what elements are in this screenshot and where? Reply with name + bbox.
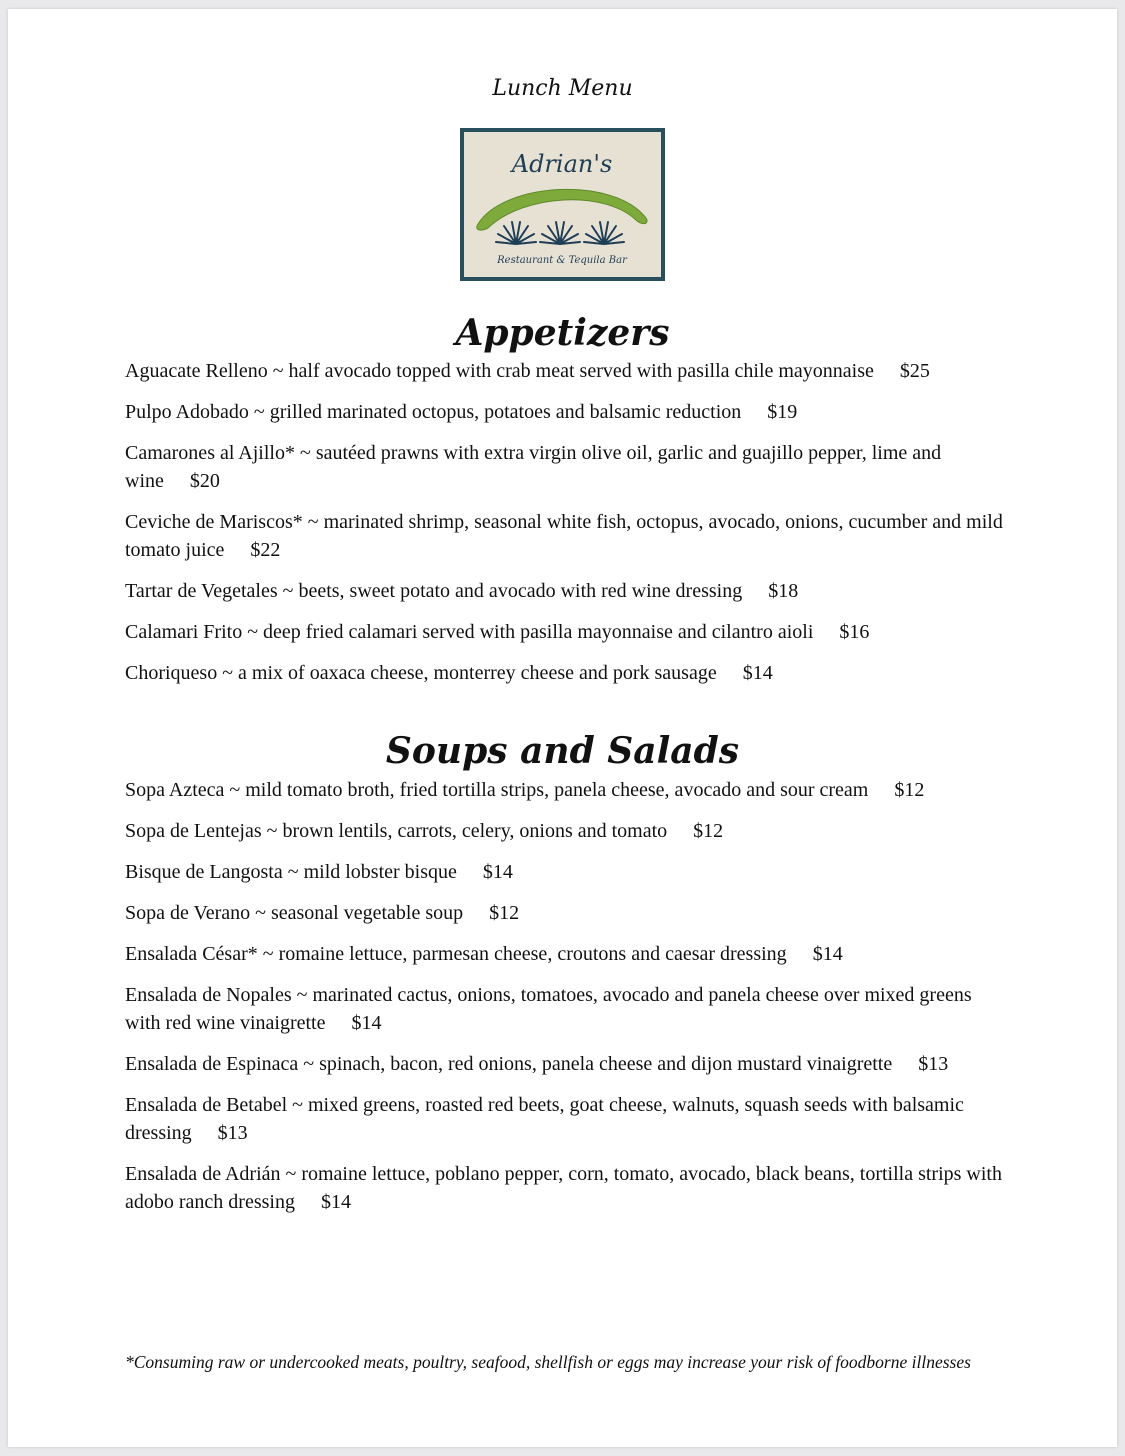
- menu-item-price: $14: [482, 861, 513, 883]
- menu-item-name: Choriqueso: [125, 662, 218, 684]
- menu-item-name: Tartar de Vegetales: [125, 580, 278, 602]
- menu-item-description: spinach, bacon, red onions, panela cheese and dijon mustard vinaigrette: [319, 1053, 893, 1075]
- menu-item-name: Bisque de Langosta: [125, 861, 283, 883]
- menu-item: [125, 1091, 1005, 1147]
- menu-item-separator: ~: [303, 1053, 315, 1075]
- menu-item-price: $14: [320, 1191, 351, 1213]
- disclaimer: *Consuming raw or undercooked meats, poultry, seafood, shellfish or eggs may increase your risk of foodborne illnesses: [125, 1352, 971, 1372]
- menu-item: [125, 1160, 1005, 1216]
- menu-item-description: grilled marinated octopus, potatoes and balsamic reduction: [269, 401, 742, 423]
- menu-item-separator: ~: [222, 662, 234, 684]
- section-heading-soups-salads: Soups and Salads: [385, 730, 740, 772]
- menu-item: [125, 508, 1005, 564]
- menu-item-name: Ceviche de Mariscos*: [125, 511, 303, 533]
- menu-item-description: mild tomato broth, fried tortilla strips, panela cheese, avocado and sour cream: [245, 779, 869, 801]
- menu-title: Lunch Menu: [492, 76, 633, 101]
- menu-item-description: romaine lettuce, parmesan cheese, croutons and caesar dressing: [278, 943, 787, 965]
- menu-item-price: $19: [767, 401, 798, 423]
- menu-item-separator: ~: [282, 580, 294, 602]
- menu-item-description: seasonal vegetable soup: [270, 902, 464, 924]
- menu-item-name: Ensalada de Espinaca: [125, 1053, 299, 1075]
- logo-tagline: Restaurant & Tequila Bar: [497, 255, 627, 266]
- menu-item-name: Ensalada de Adrián: [125, 1163, 281, 1185]
- menu-item-description: sautéed prawns with extra virgin olive oil, garlic and guajillo pepper, lime and wine: [125, 442, 942, 492]
- menu-item-description: mixed greens, roasted red beets, goat cheese, walnuts, squash seeds with balsamic dressing: [125, 1094, 964, 1144]
- menu-item-price: $14: [351, 1012, 382, 1034]
- menu-item-price: $13: [918, 1053, 949, 1075]
- menu-item-separator: ~: [307, 511, 319, 533]
- menu-item-description: marinated shrimp, seasonal white fish, octopus, avocado, onions, cucumber and mild tomato juice: [125, 511, 1003, 561]
- menu-item-name: Ensalada de Betabel: [125, 1094, 288, 1116]
- menu-item: [125, 776, 1005, 804]
- menu-item-separator: ~: [287, 861, 299, 883]
- menu-item-price: $12: [489, 902, 520, 924]
- menu-item-name: Sopa de Lentejas: [125, 820, 262, 842]
- menu-item-price: $22: [250, 539, 281, 561]
- menu-item: [125, 618, 1005, 646]
- menu-item-price: $12: [693, 820, 724, 842]
- menu-item: [125, 577, 1005, 605]
- menu-item-name: Ensalada César*: [125, 943, 258, 965]
- menu-item-name: Pulpo Adobado: [125, 401, 249, 423]
- menu-item: [125, 817, 1005, 845]
- menu-item-separator: ~: [229, 779, 241, 801]
- menu-item-description: romaine lettuce, poblano pepper, corn, tomato, avocado, black beans, tortilla strips with adobo ranch dressing: [125, 1163, 1002, 1213]
- menu-item-separator: ~: [255, 902, 266, 924]
- menu-item: [125, 357, 1005, 385]
- menu-item-name: Ensalada de Nopales: [125, 984, 292, 1006]
- logo-name: Adrian's: [511, 150, 613, 178]
- menu-item-description: beets, sweet potato and avocado with red wine dressing: [298, 580, 743, 602]
- menu-item-name: Sopa de Verano: [125, 902, 251, 924]
- menu-item-name: Calamari Frito: [125, 621, 243, 643]
- restaurant-logo: [460, 128, 665, 281]
- menu-item-separator: ~: [296, 984, 308, 1006]
- menu-item-price: $14: [742, 662, 773, 684]
- menu-item: [125, 1050, 1005, 1078]
- menu-item-separator: ~: [285, 1163, 297, 1185]
- menu-item-separator: ~: [247, 621, 259, 643]
- menu-item-description: mild lobster bisque: [303, 861, 457, 883]
- menu-item-price: $18: [768, 580, 799, 602]
- menu-item-price: $25: [899, 360, 930, 382]
- menu-item-price: $14: [812, 943, 843, 965]
- menu-item-description: marinated cactus, onions, tomatoes, avocado and panela cheese over mixed greens with red wine vinaigrette: [125, 984, 972, 1034]
- menu-item-separator: ~: [253, 401, 265, 423]
- menu-item-separator: ~: [272, 360, 284, 382]
- menu-item-description: brown lentils, carrots, celery, onions and tomato: [282, 820, 668, 842]
- menu-item-price: $16: [839, 621, 870, 643]
- menu-item: [125, 981, 1005, 1037]
- logo-artwork: [464, 132, 661, 277]
- menu-item-price: $13: [217, 1122, 248, 1144]
- menu-item-name: Camarones al Ajillo*: [125, 442, 295, 464]
- menu-item-separator: ~: [299, 442, 311, 464]
- menu-item-separator: ~: [292, 1094, 303, 1116]
- menu-item-separator: ~: [262, 943, 274, 965]
- menu-item: [125, 439, 1005, 495]
- menu-item: [125, 940, 1005, 968]
- appetizers-list: [125, 357, 1005, 700]
- menu-item: [125, 858, 1005, 886]
- section-heading-appetizers: Appetizers: [455, 312, 670, 354]
- menu-item-price: $20: [189, 470, 220, 492]
- menu-item-name: Sopa Azteca: [125, 779, 225, 801]
- menu-item-price: $12: [894, 779, 925, 801]
- menu-item-description: deep fried calamari served with pasilla mayonnaise and cilantro aioli: [263, 621, 814, 643]
- soups-salads-list: [125, 776, 1005, 1229]
- menu-item: [125, 659, 1005, 687]
- menu-item-description: half avocado topped with crab meat served with pasilla chile mayonnaise: [288, 360, 874, 382]
- menu-item: [125, 899, 1005, 927]
- menu-item: [125, 398, 1005, 426]
- menu-item-name: Aguacate Relleno: [125, 360, 268, 382]
- menu-item-description: a mix of oaxaca cheese, monterrey cheese and pork sausage: [238, 662, 717, 684]
- menu-item-separator: ~: [266, 820, 278, 842]
